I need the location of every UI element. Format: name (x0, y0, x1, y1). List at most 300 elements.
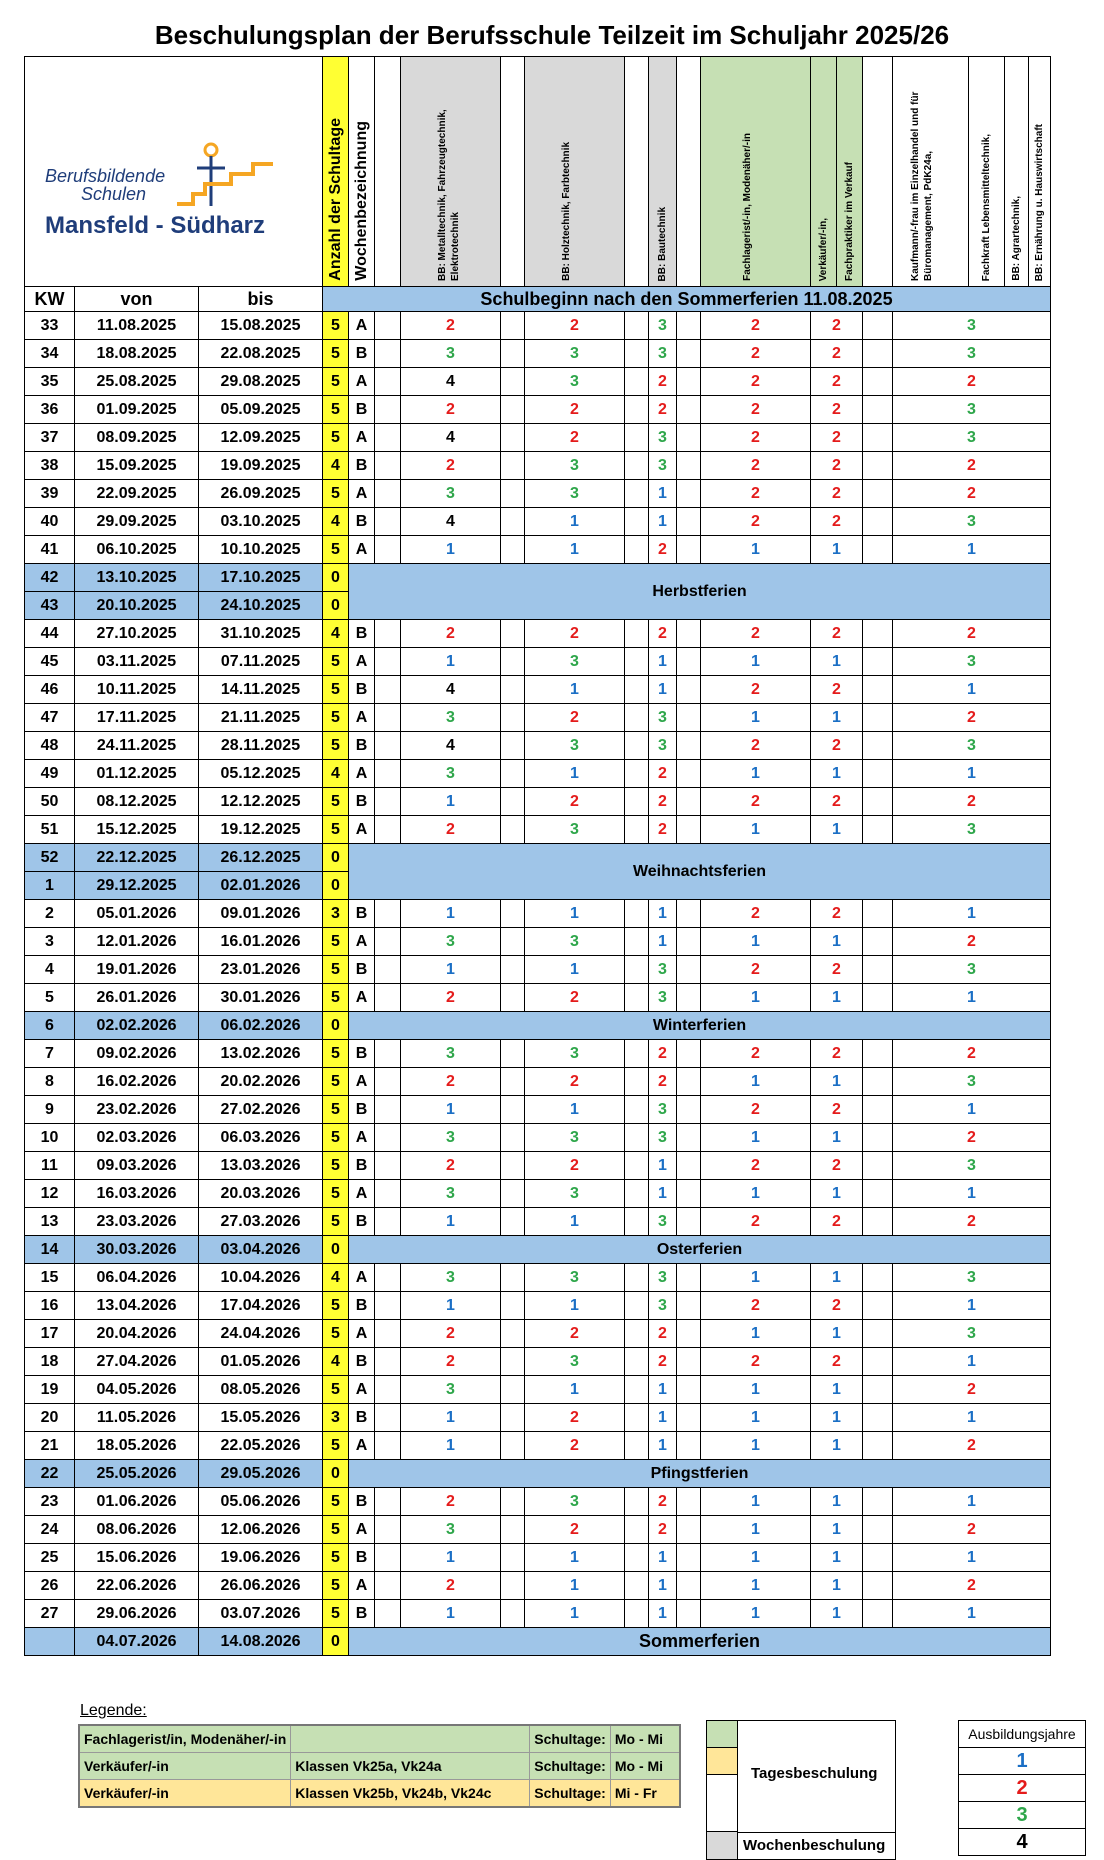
spacer-cell (375, 984, 401, 1012)
col-kw: KW (25, 287, 75, 312)
spacer-cell (863, 984, 893, 1012)
header-col-lebensmittel: Fachkraft Lebensmitteltechnik, (969, 57, 1005, 287)
kw-cell: 33 (25, 312, 75, 340)
year-cell: 1 (811, 704, 863, 732)
kw-cell: 52 (25, 844, 75, 872)
year-cell: 1 (649, 928, 677, 956)
year-cell: 1 (893, 760, 1051, 788)
year-cell: 4 (401, 424, 501, 452)
year-cell: 2 (701, 480, 811, 508)
year-cell: 1 (701, 1264, 811, 1292)
year-cell: 1 (811, 1572, 863, 1600)
table-row (25, 1208, 1051, 1236)
year-cell: 2 (701, 1292, 811, 1320)
week-cell: B (349, 508, 375, 536)
header-col-metal: BB: Metalltechnik, Fahrzeugtechnik, Elektrotechnik (401, 57, 501, 287)
year-cell: 1 (893, 1544, 1051, 1572)
spacer-cell (501, 732, 525, 760)
von-cell: 26.01.2026 (75, 984, 199, 1012)
von-cell: 01.09.2025 (75, 396, 199, 424)
year-cell: 2 (893, 1516, 1051, 1544)
spacer-cell (501, 1208, 525, 1236)
days-cell: 5 (323, 1096, 349, 1124)
von-cell: 25.05.2026 (75, 1460, 199, 1488)
year-cell: 2 (811, 1040, 863, 1068)
spacer-cell (501, 900, 525, 928)
spacer-cell (375, 1404, 401, 1432)
year-cell: 3 (401, 1376, 501, 1404)
spacer-cell (625, 816, 649, 844)
days-cell: 5 (323, 396, 349, 424)
year-cell: 2 (401, 312, 501, 340)
year-cell: 1 (649, 1376, 677, 1404)
table-row (25, 452, 1051, 480)
swatch-green (707, 1721, 738, 1748)
von-cell: 11.08.2025 (75, 312, 199, 340)
year-cell: 3 (525, 340, 625, 368)
spacer-cell (375, 704, 401, 732)
spacer-cell (375, 1544, 401, 1572)
bis-cell: 28.11.2025 (199, 732, 323, 760)
year-cell: 1 (401, 1096, 501, 1124)
week-cell: B (349, 676, 375, 704)
year-cell: 1 (811, 1264, 863, 1292)
year-cell: 1 (401, 956, 501, 984)
table-row (25, 396, 1051, 424)
year-cell: 1 (811, 1432, 863, 1460)
bis-cell: 06.02.2026 (199, 1012, 323, 1040)
kw-cell: 38 (25, 452, 75, 480)
kw-cell: 44 (25, 620, 75, 648)
von-cell: 12.01.2026 (75, 928, 199, 956)
spacer-cell (375, 1432, 401, 1460)
spacer-cell (375, 788, 401, 816)
year-cell: 1 (701, 1432, 811, 1460)
year-cell: 2 (811, 1096, 863, 1124)
kw-cell: 51 (25, 816, 75, 844)
year-cell: 1 (893, 536, 1051, 564)
year-cell: 3 (893, 1068, 1051, 1096)
kw-cell: 46 (25, 676, 75, 704)
year-cell: 2 (893, 368, 1051, 396)
kw-cell: 34 (25, 340, 75, 368)
kw-cell: 19 (25, 1376, 75, 1404)
bis-cell: 20.03.2026 (199, 1180, 323, 1208)
days-cell: 4 (323, 452, 349, 480)
year-cell: 1 (811, 760, 863, 788)
kw-cell: 22 (25, 1460, 75, 1488)
year-cell: 1 (811, 1544, 863, 1572)
spacer-cell (501, 1544, 525, 1572)
bis-cell: 15.08.2025 (199, 312, 323, 340)
spacer-cell (375, 1348, 401, 1376)
spacer-cell (863, 900, 893, 928)
von-cell: 25.08.2025 (75, 368, 199, 396)
year-cell: 3 (893, 732, 1051, 760)
spacer-cell (863, 340, 893, 368)
days-cell: 5 (323, 648, 349, 676)
year-cell: 1 (525, 676, 625, 704)
year-cell: 2 (893, 1124, 1051, 1152)
year-cell: 1 (701, 1404, 811, 1432)
days-cell: 5 (323, 1208, 349, 1236)
table-row (25, 1320, 1051, 1348)
bis-cell: 23.01.2026 (199, 956, 323, 984)
year-cell: 3 (893, 648, 1051, 676)
bis-cell: 29.05.2026 (199, 1460, 323, 1488)
spacer-cell (677, 480, 701, 508)
kw-cell: 26 (25, 1572, 75, 1600)
year-cell: 2 (811, 312, 863, 340)
year-cell: 3 (401, 1264, 501, 1292)
year-cell: 2 (811, 508, 863, 536)
bis-cell: 05.12.2025 (199, 760, 323, 788)
kw-cell: 25 (25, 1544, 75, 1572)
table-row (25, 760, 1051, 788)
col-bis: bis (199, 287, 323, 312)
spacer-cell (375, 312, 401, 340)
bis-cell: 29.08.2025 (199, 368, 323, 396)
week-cell: A (349, 1264, 375, 1292)
legend-schooling-type (706, 1720, 896, 1860)
spacer-cell (501, 620, 525, 648)
von-cell: 29.06.2026 (75, 1600, 199, 1628)
spacer-cell (501, 396, 525, 424)
table-row (25, 1124, 1051, 1152)
von-cell: 23.03.2026 (75, 1208, 199, 1236)
spacer-cell (677, 816, 701, 844)
year-cell: 1 (811, 1180, 863, 1208)
week-cell: A (349, 928, 375, 956)
spacer-cell (625, 648, 649, 676)
bis-cell: 16.01.2026 (199, 928, 323, 956)
year-cell: 2 (649, 1348, 677, 1376)
spacer-cell (677, 648, 701, 676)
kw-cell: 8 (25, 1068, 75, 1096)
spacer-cell (501, 1124, 525, 1152)
spacer-cell (677, 508, 701, 536)
year-cell: 1 (701, 1376, 811, 1404)
spacer-cell (863, 396, 893, 424)
year-cell: 4 (401, 732, 501, 760)
year-cell: 2 (893, 1432, 1051, 1460)
year-cell: 1 (811, 1404, 863, 1432)
bis-cell: 12.12.2025 (199, 788, 323, 816)
year-cell: 3 (525, 480, 625, 508)
spacer-cell (625, 1572, 649, 1600)
year-cell: 2 (811, 1208, 863, 1236)
von-cell: 27.04.2026 (75, 1348, 199, 1376)
year-cell: 1 (401, 648, 501, 676)
kw-cell: 45 (25, 648, 75, 676)
holiday-row (25, 564, 1051, 592)
holiday-label: Pfingstferien (349, 1460, 1051, 1488)
year-cell: 3 (401, 340, 501, 368)
table-row (25, 1572, 1051, 1600)
spacer-cell (677, 760, 701, 788)
year-cell: 2 (525, 1432, 625, 1460)
year-cell: 1 (811, 1488, 863, 1516)
year-cell: 3 (525, 732, 625, 760)
year-cell: 2 (701, 620, 811, 648)
week-cell: B (349, 900, 375, 928)
year-cell: 2 (701, 368, 811, 396)
year-cell: 2 (401, 452, 501, 480)
von-cell: 01.12.2025 (75, 760, 199, 788)
year-cell: 1 (401, 788, 501, 816)
von-cell: 29.09.2025 (75, 508, 199, 536)
spacer-cell (677, 1292, 701, 1320)
year-cell: 3 (649, 732, 677, 760)
year-cell: 2 (701, 1348, 811, 1376)
spacer-cell (625, 1096, 649, 1124)
kw-cell: 41 (25, 536, 75, 564)
bis-cell: 03.10.2025 (199, 508, 323, 536)
year-cell: 2 (893, 1376, 1051, 1404)
year-cell: 2 (401, 1152, 501, 1180)
kw-cell: 13 (25, 1208, 75, 1236)
year-cell: 3 (893, 816, 1051, 844)
holiday-label: Weihnachtsferien (349, 844, 1051, 900)
von-cell: 27.10.2025 (75, 620, 199, 648)
year-cell: 2 (701, 900, 811, 928)
kw-cell: 11 (25, 1152, 75, 1180)
year-cell: 1 (893, 1180, 1051, 1208)
week-cell: A (349, 816, 375, 844)
week-cell: B (349, 396, 375, 424)
year-cell: 1 (401, 1292, 501, 1320)
year-cell: 2 (811, 732, 863, 760)
spacer-cell (375, 760, 401, 788)
von-cell: 08.12.2025 (75, 788, 199, 816)
year-cell: 3 (401, 480, 501, 508)
year-cell: 3 (893, 312, 1051, 340)
von-cell: 16.02.2026 (75, 1068, 199, 1096)
bis-cell: 05.06.2026 (199, 1488, 323, 1516)
spacer-cell (501, 480, 525, 508)
table-row (25, 1292, 1051, 1320)
header-col-fachprakt: Fachpraktiker im Verkauf (837, 57, 863, 287)
year-cell: 1 (525, 1292, 625, 1320)
spacer-cell (375, 1096, 401, 1124)
spacer-cell (863, 536, 893, 564)
year-cell: 1 (649, 1600, 677, 1628)
bis-cell: 09.01.2026 (199, 900, 323, 928)
year-cell: 1 (701, 984, 811, 1012)
stairs-figure-icon (175, 142, 275, 212)
spacer-cell (501, 452, 525, 480)
days-cell: 5 (323, 816, 349, 844)
year-cell: 2 (701, 340, 811, 368)
year-cell: 2 (811, 956, 863, 984)
spacer-cell (677, 620, 701, 648)
bis-cell: 24.10.2025 (199, 592, 323, 620)
von-cell: 30.03.2026 (75, 1236, 199, 1264)
week-cell: B (349, 1292, 375, 1320)
header-week: Wochenbezeichnung (349, 57, 375, 287)
week-cell: B (349, 788, 375, 816)
bis-cell: 19.09.2025 (199, 452, 323, 480)
year-cell: 2 (701, 788, 811, 816)
spacer-cell (863, 1376, 893, 1404)
spacer-cell (863, 676, 893, 704)
von-cell: 05.01.2026 (75, 900, 199, 928)
bis-cell: 31.10.2025 (199, 620, 323, 648)
days-cell: 5 (323, 1320, 349, 1348)
week-cell: A (349, 1572, 375, 1600)
year-cell: 2 (811, 480, 863, 508)
year-4: 4 (959, 1829, 1086, 1856)
bis-cell: 03.07.2026 (199, 1600, 323, 1628)
holiday-label: Osterferien (349, 1236, 1051, 1264)
year-cell: 1 (525, 536, 625, 564)
header-col-kaufmann: Kaufmann/-frau im Einzelhandel und für Büromanagement, PdK24a, (893, 57, 969, 287)
year-cell: 2 (525, 704, 625, 732)
von-cell: 13.10.2025 (75, 564, 199, 592)
von-cell: 29.12.2025 (75, 872, 199, 900)
week-cell: A (349, 1068, 375, 1096)
year-cell: 2 (701, 1040, 811, 1068)
table-row (25, 1152, 1051, 1180)
year-cell: 1 (701, 1572, 811, 1600)
spacer-cell (375, 816, 401, 844)
spacer-cell (501, 340, 525, 368)
week-cell: A (349, 1516, 375, 1544)
spacer-cell (501, 760, 525, 788)
days-cell: 5 (323, 1152, 349, 1180)
bis-cell: 12.09.2025 (199, 424, 323, 452)
spacer-cell (501, 1376, 525, 1404)
year-cell: 1 (811, 536, 863, 564)
swatch-white (707, 1775, 738, 1832)
bis-cell: 26.12.2025 (199, 844, 323, 872)
legend-cell: Mo - Mi (610, 1753, 680, 1780)
days-cell: 5 (323, 1068, 349, 1096)
spacer-cell (501, 676, 525, 704)
legend-cell: Klassen Vk25a, Vk24a (291, 1753, 530, 1780)
year-cell: 2 (811, 1152, 863, 1180)
kw-cell: 2 (25, 900, 75, 928)
table-row (25, 1348, 1051, 1376)
spacer-cell (625, 480, 649, 508)
spacer-cell (677, 984, 701, 1012)
table-row (25, 648, 1051, 676)
spacer-cell (501, 1600, 525, 1628)
spacer-cell (625, 536, 649, 564)
schedule-rows (25, 312, 1051, 1656)
von-cell: 04.05.2026 (75, 1376, 199, 1404)
von-cell: 22.06.2026 (75, 1572, 199, 1600)
year-cell: 1 (525, 760, 625, 788)
von-cell: 09.02.2026 (75, 1040, 199, 1068)
spacer-cell (677, 396, 701, 424)
kw-cell: 43 (25, 592, 75, 620)
year-cell: 1 (701, 1068, 811, 1096)
legend-training-years (958, 1720, 1086, 1856)
bis-cell: 12.06.2026 (199, 1516, 323, 1544)
days-cell: 4 (323, 620, 349, 648)
bis-cell: 22.05.2026 (199, 1432, 323, 1460)
spacer-cell (375, 648, 401, 676)
year-cell: 2 (811, 900, 863, 928)
year-cell: 3 (893, 1320, 1051, 1348)
holiday-row (25, 1236, 1051, 1264)
year-cell: 1 (811, 1600, 863, 1628)
spacer-cell (677, 1488, 701, 1516)
spacer-cell (677, 1068, 701, 1096)
spacer-cell (863, 480, 893, 508)
year-cell: 3 (649, 312, 677, 340)
year-cell: 2 (701, 1096, 811, 1124)
year-cell: 2 (525, 984, 625, 1012)
spacer-cell (501, 536, 525, 564)
week-cell: B (349, 620, 375, 648)
von-cell: 17.11.2025 (75, 704, 199, 732)
bis-cell: 03.04.2026 (199, 1236, 323, 1264)
spacer-cell (501, 704, 525, 732)
year-cell: 1 (811, 984, 863, 1012)
year-cell: 1 (701, 760, 811, 788)
label-tagesbeschulung: Tagesbeschulung (751, 1765, 878, 1782)
table-row (25, 1068, 1051, 1096)
days-cell: 4 (323, 760, 349, 788)
year-cell: 2 (701, 396, 811, 424)
bis-cell: 13.02.2026 (199, 1040, 323, 1068)
table-row (25, 1264, 1051, 1292)
von-cell: 22.12.2025 (75, 844, 199, 872)
spacer-cell (677, 1180, 701, 1208)
year-cell: 3 (401, 928, 501, 956)
year-cell: 2 (811, 452, 863, 480)
von-cell: 06.04.2026 (75, 1264, 199, 1292)
spacer-cell (375, 1488, 401, 1516)
spacer-cell (677, 928, 701, 956)
bis-cell: 10.10.2025 (199, 536, 323, 564)
spacer-cell (375, 1292, 401, 1320)
year-cell: 1 (893, 676, 1051, 704)
kw-cell: 36 (25, 396, 75, 424)
kw-cell: 18 (25, 1348, 75, 1376)
spacer-cell (863, 1544, 893, 1572)
year-cell: 1 (401, 1404, 501, 1432)
week-cell: B (349, 1096, 375, 1124)
spacer-cell (375, 1264, 401, 1292)
von-cell: 02.02.2026 (75, 1012, 199, 1040)
year-cell: 1 (701, 1600, 811, 1628)
year-cell: 2 (649, 816, 677, 844)
table-row (25, 424, 1051, 452)
year-cell: 2 (649, 760, 677, 788)
year-cell: 2 (649, 1516, 677, 1544)
spacer-cell (375, 536, 401, 564)
days-cell: 3 (323, 1404, 349, 1432)
spacer-cell (501, 928, 525, 956)
bis-cell: 02.01.2026 (199, 872, 323, 900)
year-cell: 2 (649, 1488, 677, 1516)
days-cell: 5 (323, 928, 349, 956)
table-row (25, 1040, 1051, 1068)
legend-cell: Verkäufer/-in (79, 1753, 291, 1780)
days-cell: 3 (323, 900, 349, 928)
spacer-cell (625, 1068, 649, 1096)
year-cell: 2 (525, 1516, 625, 1544)
year-cell: 2 (525, 1320, 625, 1348)
spacer-cell (625, 704, 649, 732)
year-cell: 2 (525, 620, 625, 648)
week-cell: B (349, 1600, 375, 1628)
days-cell: 0 (323, 1236, 349, 1264)
year-cell: 2 (893, 1040, 1051, 1068)
